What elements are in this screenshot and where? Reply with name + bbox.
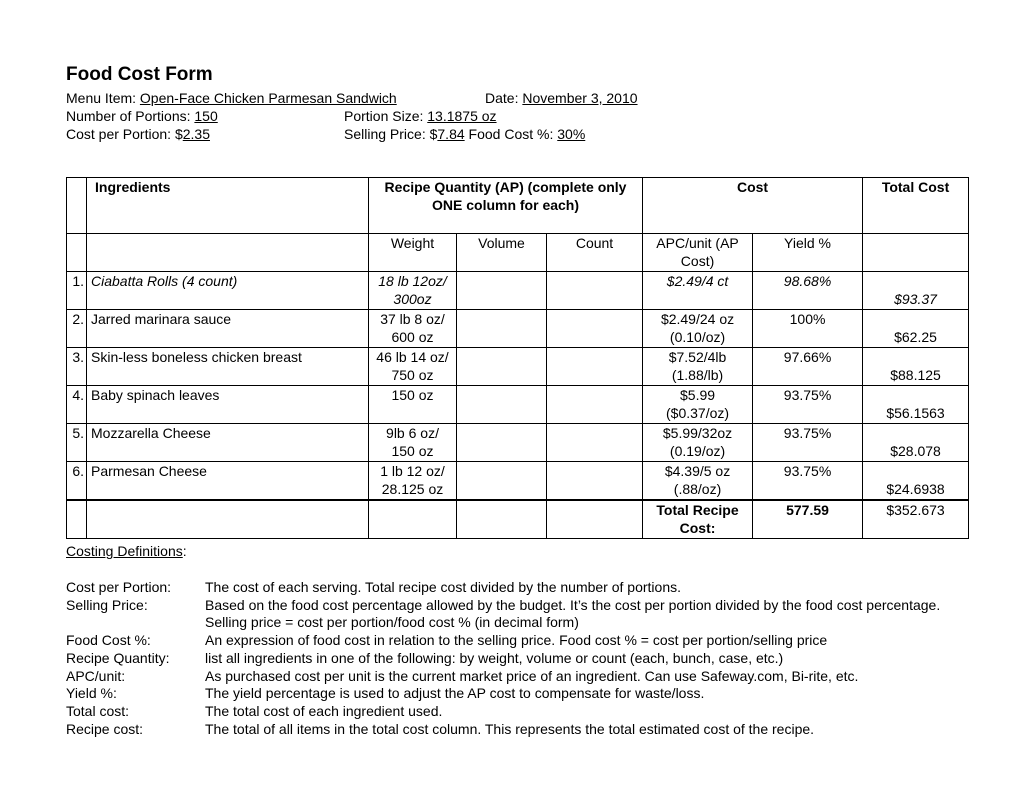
definition-text: An expression of food cost in relation to the selling price. Food cost % = cost per portion/selling price: [205, 632, 828, 649]
subheader-blank-num: [67, 234, 87, 272]
portions-value: 150: [194, 108, 218, 124]
cost-per-portion-value: 2.35: [182, 126, 210, 142]
table-subheader-row: [67, 234, 969, 272]
definition-term: Recipe Quantity:: [66, 649, 170, 666]
portion-size-line: [344, 108, 497, 125]
list-item: [66, 721, 950, 739]
table-row: [67, 272, 969, 310]
table-row: [67, 348, 969, 386]
table-row: [67, 386, 969, 424]
volume-cell: [457, 424, 547, 462]
row-number: 3.: [67, 348, 87, 386]
header-ingredients: Ingredients: [87, 178, 369, 234]
count-cell: [547, 424, 643, 462]
yield-cell: 98.68%: [753, 272, 863, 310]
food-cost-table: [66, 177, 969, 539]
list-item: [66, 632, 950, 650]
row-number: 1.: [67, 272, 87, 310]
yield-cell: 93.75%: [753, 424, 863, 462]
definition-text: The total cost of each ingredient used.: [205, 702, 443, 719]
ingredient-name: Mozzarella Cheese: [87, 424, 369, 462]
portions-label: Number of Portions:: [66, 108, 191, 124]
grand-total: $352.673: [863, 500, 969, 539]
costing-definitions-title: Costing Definitions: [66, 543, 183, 559]
definition-text: The cost of each serving. Total recipe cost divided by the number of portions.: [205, 579, 681, 595]
yield-cell: 93.75%: [753, 386, 863, 424]
subheader-apc-unit: APC/unit (AP Cost): [643, 234, 753, 272]
definitions-list: [66, 579, 950, 738]
subheader-count: Count: [547, 234, 643, 272]
volume-cell: [457, 462, 547, 501]
portion-size-label: Portion Size:: [344, 108, 424, 124]
table-row: [67, 310, 969, 348]
definition-term: Cost per Portion:: [66, 579, 172, 595]
header-cost: Cost: [643, 178, 863, 234]
list-item: [66, 579, 950, 597]
total-blank-volume: [457, 500, 547, 539]
cost-per-portion-line: [66, 126, 210, 143]
weight-cell: 37 lb 8 oz/ 600 oz: [369, 310, 457, 348]
selling-price-label: Selling Price: $: [344, 126, 438, 142]
yield-cell: 97.66%: [753, 348, 863, 386]
total-blank-count: [547, 500, 643, 539]
list-item: [66, 650, 950, 668]
total-recipe-cost-label: Total Recipe Cost:: [643, 500, 753, 539]
definition-text: Based on the food cost percentage allowed by the budget. It’s the cost per portion divided by the food cost percentage. Selling price = cost per portion/food cost % (in decimal form): [205, 596, 941, 631]
menu-item-label: Menu Item:: [66, 90, 137, 106]
header-blank: [67, 178, 87, 234]
apc-cell: $7.52/4lb (1.88/lb): [643, 348, 753, 386]
apc-cell: $4.39/5 oz (.88/oz): [643, 462, 753, 501]
definition-term: Total cost:: [66, 702, 130, 719]
subheader-weight: Weight: [369, 234, 457, 272]
apc-cell: $2.49/24 oz (0.10/oz): [643, 310, 753, 348]
portion-size-value: 13.1875 oz: [427, 108, 497, 124]
count-cell: [547, 272, 643, 310]
definition-term: Selling Price:: [66, 596, 148, 613]
portions-line: [66, 108, 218, 125]
date-label: Date:: [485, 90, 519, 106]
menu-item-line: [66, 90, 397, 107]
volume-cell: [457, 272, 547, 310]
row-number: 4.: [67, 386, 87, 424]
yield-cell: 100%: [753, 310, 863, 348]
count-cell: [547, 462, 643, 501]
subheader-volume: Volume: [457, 234, 547, 272]
ingredient-name: Ciabatta Rolls (4 count): [87, 272, 369, 310]
total-blank-ingredient: [87, 500, 369, 539]
row-number: 6.: [67, 462, 87, 501]
ingredient-name: Baby spinach leaves: [87, 386, 369, 424]
row-number: 2.: [67, 310, 87, 348]
list-item: [66, 668, 950, 686]
yield-total: 577.59: [753, 500, 863, 539]
definition-text: list all ingredients in one of the following: by weight, volume or count (each, bunch, case, etc.): [205, 649, 784, 666]
list-item: [66, 597, 950, 632]
table-row: [67, 462, 969, 501]
apc-cell: $5.99 ($0.37/oz): [643, 386, 753, 424]
total-cell: $88.125: [863, 348, 969, 386]
count-cell: [547, 386, 643, 424]
subheader-blank-total: [863, 234, 969, 272]
total-blank-num: [67, 500, 87, 539]
definition-term: APC/unit:: [66, 667, 126, 684]
ingredient-name: Jarred marinara sauce: [87, 310, 369, 348]
volume-cell: [457, 386, 547, 424]
subheader-blank-ingredient: [87, 234, 369, 272]
total-cell: $28.078: [863, 424, 969, 462]
definition-term: Food Cost %:: [66, 632, 151, 649]
definition-text: As purchased cost per unit is the current market price of an ingredient. Can use Safeway.com, Bi-rite, etc.: [205, 667, 859, 684]
total-cell: $56.1563: [863, 386, 969, 424]
apc-cell: $5.99/32oz (0.19/oz): [643, 424, 753, 462]
volume-cell: [457, 348, 547, 386]
menu-item-value: Open-Face Chicken Parmesan Sandwich: [139, 90, 397, 106]
list-item: [66, 685, 950, 703]
count-cell: [547, 310, 643, 348]
weight-cell: 1 lb 12 oz/ 28.125 oz: [369, 462, 457, 501]
weight-cell: 18 lb 12oz/ 300oz: [369, 272, 457, 310]
definition-term: Yield %:: [66, 685, 117, 702]
cost-per-portion-label: Cost per Portion: $: [66, 126, 183, 142]
weight-cell: 150 oz: [369, 386, 457, 424]
header-recipe-quantity: Recipe Quantity (AP) (complete only ONE column for each): [369, 178, 643, 234]
apc-cell: $2.49/4 ct: [643, 272, 753, 310]
costing-definitions-heading: [66, 543, 187, 559]
ingredient-name: Parmesan Cheese: [87, 462, 369, 501]
weight-cell: 46 lb 14 oz/ 750 oz: [369, 348, 457, 386]
definition-text: The yield percentage is used to adjust the AP cost to compensate for waste/loss.: [205, 685, 705, 702]
costing-definitions-colon: :: [182, 543, 187, 559]
date-line: [485, 90, 638, 107]
total-cell: $24.6938: [863, 462, 969, 501]
definition-term: Recipe cost:: [66, 720, 144, 737]
list-item: [66, 703, 950, 721]
selling-price-line: [344, 126, 585, 143]
row-number: 5.: [67, 424, 87, 462]
yield-cell: 93.75%: [753, 462, 863, 501]
total-row: [67, 500, 969, 539]
total-blank-weight: [369, 500, 457, 539]
count-cell: [547, 348, 643, 386]
subheader-yield: Yield %: [753, 234, 863, 272]
food-cost-pct-value: 30%: [557, 126, 586, 142]
selling-price-value: 7.84: [437, 126, 465, 142]
food-cost-pct-label: Food Cost %:: [468, 126, 554, 142]
header-total-cost: Total Cost: [863, 178, 969, 234]
date-value: November 3, 2010: [522, 90, 638, 106]
total-cell: $93.37: [863, 272, 969, 310]
table-header-row: [67, 178, 969, 234]
definition-text: The total of all items in the total cost column. This represents the total estimated cost of the recipe.: [205, 720, 815, 737]
weight-cell: 9lb 6 oz/ 150 oz: [369, 424, 457, 462]
volume-cell: [457, 310, 547, 348]
total-cell: $62.25: [863, 310, 969, 348]
form-title: Food Cost Form: [66, 64, 213, 85]
ingredient-name: Skin-less boneless chicken breast: [87, 348, 369, 386]
table-row: [67, 424, 969, 462]
